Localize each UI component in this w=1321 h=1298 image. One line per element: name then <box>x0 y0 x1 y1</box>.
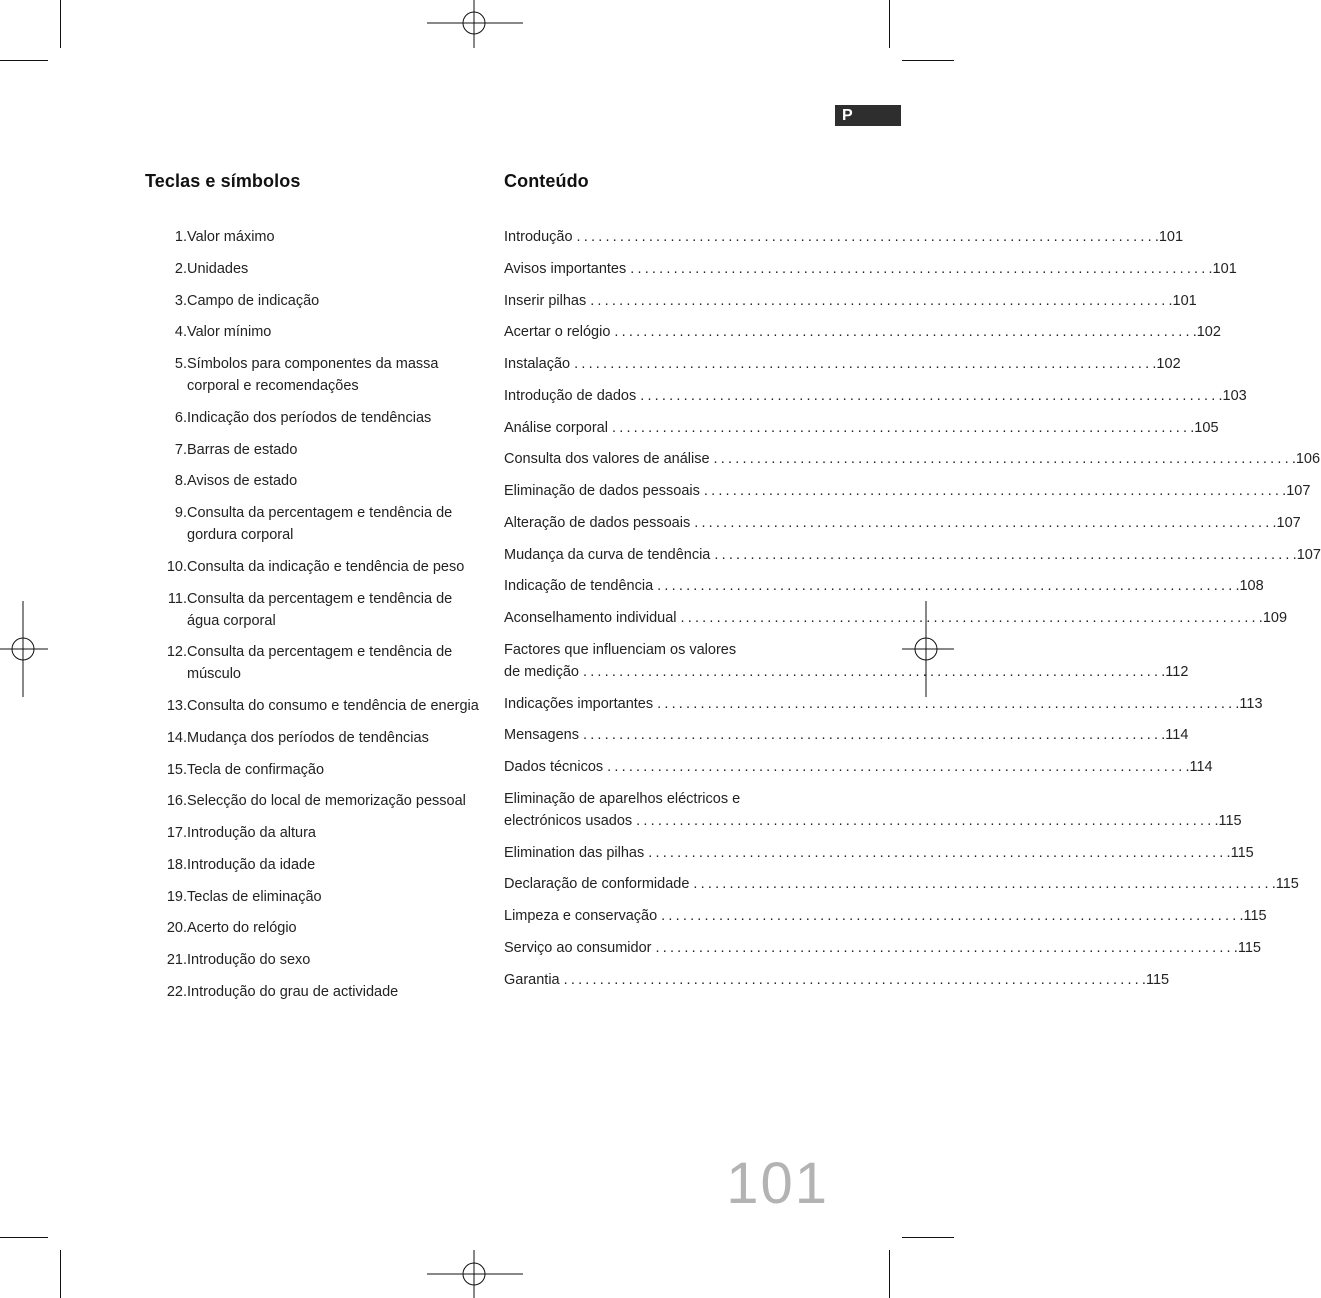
item-text: Símbolos para componentes da massa corporal e recomendações <box>187 356 439 394</box>
crop-mark <box>0 60 48 61</box>
toc-entry <box>504 417 1219 439</box>
item-text: Avisos de estado <box>187 473 298 490</box>
item-number: 4. <box>174 324 187 341</box>
toc-entry <box>504 724 1189 746</box>
list-item <box>145 407 480 429</box>
toc-entry-page: .115 <box>1214 812 1242 829</box>
item-text: Consulta da percentagem e tendência de água corporal <box>187 590 453 629</box>
toc-entry-title: Limpeza e conservação <box>504 908 658 924</box>
toc-entry-title: Acertar o relógio <box>504 324 611 341</box>
registration-mark-left <box>0 601 48 697</box>
toc-entry-title: Análise corporal <box>504 419 608 436</box>
toc-entry-title: Garantia <box>504 971 560 988</box>
dot-leader: ................................................................................ <box>574 356 1153 372</box>
crop-mark <box>889 0 890 48</box>
keys-list <box>145 226 480 1013</box>
dot-leader: ................................................................................ <box>607 759 1186 775</box>
item-text: Selecção do local de memorização pessoal <box>187 793 466 810</box>
list-item <box>145 981 480 1003</box>
toc-entry <box>504 969 1170 991</box>
dot-leader: ................................................................................ <box>563 971 1142 988</box>
dot-leader: ................................................................................ <box>714 546 1293 563</box>
toc-entry <box>504 905 1267 927</box>
list-item <box>145 470 480 492</box>
item-number: 8. <box>174 473 187 490</box>
toc-entry-page: .107 <box>1282 483 1311 499</box>
toc-entry-page: .115 <box>1226 844 1254 861</box>
toc-entry-page: .103 <box>1218 387 1247 404</box>
list-item <box>145 588 480 632</box>
item-number: 13. <box>166 698 187 714</box>
toc-entry <box>504 353 1181 375</box>
item-text: Consulta da percentagem e tendência de músculo <box>187 644 453 683</box>
toc-entry-title: Mudança da curva de tendência <box>504 546 711 563</box>
toc-entry <box>504 385 1247 407</box>
registration-mark-bottom <box>427 1250 523 1298</box>
toc-entry <box>504 512 1301 534</box>
dot-leader: ................................................................................ <box>661 908 1240 924</box>
toc-entry-page: .114 <box>1161 727 1189 744</box>
toc-entry-title: Serviço ao consumidor <box>504 939 652 956</box>
list-item <box>145 949 480 971</box>
toc-entry-page: .107 <box>1292 546 1321 563</box>
toc-entry-title: Consulta dos valores de análise <box>504 451 710 468</box>
toc-entry <box>504 321 1221 343</box>
toc-entry <box>504 258 1237 280</box>
dot-leader: ................................................................................ <box>640 387 1219 404</box>
toc-entry-page: .115 <box>1141 971 1170 988</box>
item-text: Barras de estado <box>187 441 298 458</box>
item-text: Acerto do relógio <box>187 920 297 937</box>
page-number: 101 <box>726 1151 829 1216</box>
toc-entry <box>504 873 1299 895</box>
list-item <box>145 822 480 844</box>
toc-entry-title: Indicação de tendência <box>504 578 654 595</box>
toc-entry-title: Instalação <box>504 356 571 372</box>
toc-entry-page: .107 <box>1272 514 1301 531</box>
dot-leader: ................................................................................ <box>630 260 1209 277</box>
dot-leader: ................................................................................ <box>657 578 1236 595</box>
toc-entry-page: .115 <box>1271 876 1299 893</box>
registration-mark-top <box>427 0 523 48</box>
toc-entry <box>504 937 1261 959</box>
toc-entry-page: .115 <box>1239 908 1267 924</box>
crop-mark <box>60 0 61 48</box>
contents-heading: Conteúdo <box>504 171 589 191</box>
toc-entry-title: Inserir pilhas <box>504 292 587 309</box>
item-text: Introdução da altura <box>187 825 316 841</box>
item-number: 2. <box>174 260 187 277</box>
toc-entry-title: Introdução de dados <box>504 387 637 404</box>
toc-entry <box>504 448 1321 470</box>
list-item <box>145 790 480 812</box>
keys-heading: Teclas e símbolos <box>145 171 301 191</box>
item-number: 1. <box>174 229 187 245</box>
language-tab: P <box>835 105 901 126</box>
item-number: 22. <box>166 983 187 1000</box>
item-text: Unidades <box>187 260 249 277</box>
list-item <box>145 439 480 461</box>
dot-leader: ................................................................................ <box>611 419 1191 436</box>
item-text: Campo de indicação <box>187 292 320 309</box>
dot-leader: ................................................................................ <box>655 939 1234 956</box>
item-number: 12. <box>166 644 187 661</box>
list-item <box>145 917 480 939</box>
toc-entry-page: .101 <box>1208 260 1237 277</box>
toc-entry-page: .112 <box>1161 663 1189 680</box>
toc-entry-page: .115 <box>1233 939 1261 956</box>
item-text: Consulta do consumo e tendência de energia <box>187 698 479 714</box>
toc-entry-page: .113 <box>1235 695 1263 712</box>
toc-entry-title: Mensagens <box>504 727 579 744</box>
toc-entry-page: .102 <box>1192 324 1221 341</box>
item-number: 10. <box>166 558 187 575</box>
crop-mark <box>902 1237 954 1238</box>
list-item <box>145 759 480 781</box>
dot-leader: ................................................................................ <box>693 876 1272 893</box>
item-number: 17. <box>166 825 187 841</box>
list-item <box>145 854 480 876</box>
toc-entry <box>504 788 1242 832</box>
item-text: Introdução do grau de actividade <box>187 983 399 1000</box>
item-text: Valor mínimo <box>187 324 272 341</box>
toc-entry-page: .109 <box>1258 610 1288 626</box>
list-item <box>145 727 480 749</box>
dot-leader: ................................................................................ <box>582 727 1162 744</box>
item-text: Mudança dos períodos de tendências <box>187 729 429 746</box>
item-number: 6. <box>174 409 187 426</box>
item-number: 9. <box>174 505 187 521</box>
item-number: 5. <box>174 356 187 372</box>
toc-entry-page: .106 <box>1291 451 1321 468</box>
item-number: 19. <box>166 888 187 905</box>
dot-leader: ................................................................................ <box>576 229 1155 245</box>
toc-entry-title: Introdução <box>504 229 573 245</box>
toc-entry-title: Avisos importantes <box>504 260 627 277</box>
toc-entry-title: Dados técnicos <box>504 759 604 775</box>
toc-entry-title: Indicações importantes <box>504 695 654 712</box>
toc-entry-title: Alteração de dados pessoais <box>504 514 691 531</box>
crop-mark <box>889 1250 890 1298</box>
item-text: Introdução do sexo <box>187 952 311 968</box>
item-text: Introdução da idade <box>187 856 316 873</box>
list-item <box>145 502 480 546</box>
toc-entry-title: Eliminação de dados pessoais <box>504 483 700 499</box>
item-number: 14. <box>166 729 187 746</box>
item-text: Consulta da percentagem e tendência de gordura corporal <box>187 505 453 543</box>
list-item <box>145 258 480 280</box>
item-text: Teclas de eliminação <box>187 888 322 905</box>
list-item <box>145 886 480 908</box>
item-number: 15. <box>166 761 187 778</box>
item-number: 16. <box>166 793 187 810</box>
item-text: Consulta da indicação e tendência de peso <box>187 558 465 575</box>
toc-entry-page: .108 <box>1235 578 1264 595</box>
dot-leader: ................................................................................ <box>680 610 1259 626</box>
toc-entry-page: .102 <box>1152 356 1181 372</box>
crop-mark <box>0 1237 48 1238</box>
toc-entry-title: Declaração de conformidade <box>504 876 690 893</box>
list-item <box>145 641 480 685</box>
crop-mark <box>60 1250 61 1298</box>
dot-leader: ................................................................................ <box>713 451 1292 468</box>
item-number: 11. <box>167 590 187 607</box>
item-number: 3. <box>174 292 187 309</box>
list-item <box>145 226 480 248</box>
toc-entry-first-line: Factores que influenciam os valores <box>504 641 737 658</box>
dot-leader: ................................................................................ <box>590 292 1169 309</box>
dot-leader: ................................................................................ <box>648 844 1227 861</box>
toc-entry <box>504 607 1288 629</box>
dot-leader: ................................................................................ <box>582 663 1162 680</box>
list-item <box>145 556 480 578</box>
toc-entry <box>504 544 1321 566</box>
toc-entry-title: Aconselhamento individual <box>504 610 677 626</box>
item-text: Tecla de confirmação <box>187 761 325 778</box>
dot-leader: ................................................................................ <box>636 812 1215 829</box>
toc-entry-page: .105 <box>1190 419 1219 436</box>
item-number: 18. <box>166 856 187 873</box>
toc-entry-title: de medição <box>504 663 579 680</box>
dot-leader: ................................................................................ <box>694 514 1273 531</box>
crop-mark <box>902 60 954 61</box>
toc-entry <box>504 226 1184 248</box>
list-item <box>145 321 480 343</box>
toc-entry-page: .114 <box>1185 759 1213 775</box>
dot-leader: ................................................................................ <box>614 324 1193 341</box>
toc-entry <box>504 693 1263 715</box>
dot-leader: ................................................................................ <box>657 695 1236 712</box>
toc-entry-page: .101 <box>1154 229 1184 245</box>
toc-entry <box>504 575 1264 597</box>
list-item <box>145 695 480 717</box>
item-text: Valor máximo <box>187 229 275 245</box>
toc-entry-title: electrónicos usados <box>504 812 633 829</box>
toc-entry <box>504 639 1189 683</box>
toc-entry <box>504 842 1254 864</box>
item-number: 21. <box>166 952 187 968</box>
toc-entry <box>504 480 1311 502</box>
list-item <box>145 290 480 312</box>
item-text: Indicação dos períodos de tendências <box>187 409 432 426</box>
dot-leader: ................................................................................ <box>703 483 1283 499</box>
table-of-contents <box>504 226 1321 1000</box>
toc-entry <box>504 756 1213 778</box>
item-number: 20. <box>166 920 187 937</box>
toc-entry-page: .101 <box>1168 292 1197 309</box>
toc-entry <box>504 290 1197 312</box>
toc-entry-first-line: Eliminação de aparelhos eléctricos e <box>504 790 741 807</box>
list-item <box>145 353 480 397</box>
toc-entry-title: Elimination das pilhas <box>504 844 645 861</box>
item-number: 7. <box>174 441 187 458</box>
